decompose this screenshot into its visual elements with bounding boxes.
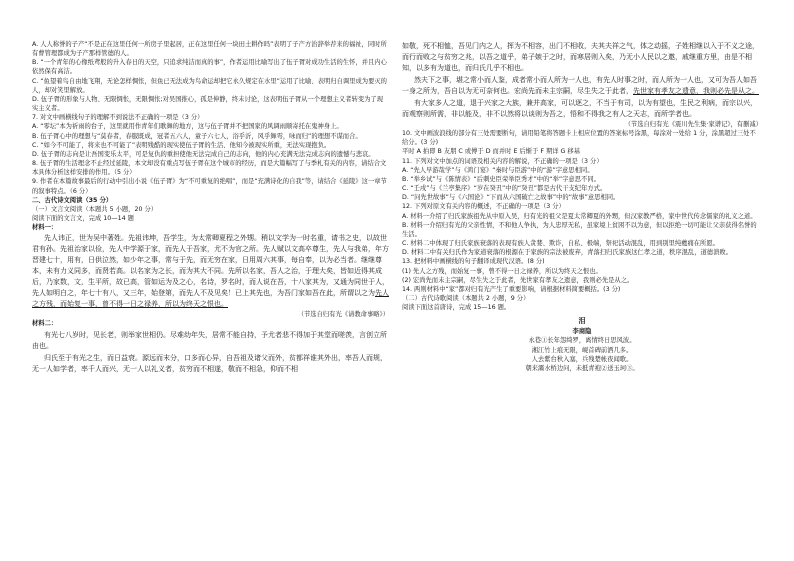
right-paragraph: 13. 把材料中画横线的句子翻译成现代汉语。(8 分) bbox=[402, 258, 545, 266]
poem bbox=[402, 316, 762, 373]
poem-line: 人去紫台秋入塞，兵残楚帐夜闻歌。 bbox=[531, 355, 633, 363]
left-paragraph: 阅读下面的文言文，完成 10—14 题 bbox=[32, 214, 134, 222]
passage-text-head: 然夫下之事，堪之常小而人鉴，成者常小而人所为一人也，有先人时事之时，而人所为一人也，又可为吾人如吾一身之所为，吾自以为无可奈何也。宏尚先而未主宗嗣，尽生失之于此者， bbox=[402, 76, 757, 95]
left-paragraph: 二、古代诗文阅读（35 分） bbox=[32, 196, 113, 204]
right-paragraph: 平时 A 拍即 B 友朋 C 或傅于 D 而并时 E 后惭于 F 期详 G 移基 bbox=[402, 148, 581, 156]
right-paragraph: 10. 文中画波浪线的部分有三处需要断句，请用铅笔将答题卡上相应位置的答案标号涂黑，每涂对一处给 1 分，涂黑超过三处不给分。(3 分) bbox=[402, 130, 756, 147]
right-paragraph: 阅读下面这首唐诗，完成 15—16 题。 bbox=[402, 304, 511, 312]
right-paragraph: （节选自归有光《震川先生集·家谱记》，有删减） bbox=[624, 121, 762, 128]
right-column bbox=[402, 40, 762, 373]
left-paragraph: 材料二： bbox=[32, 320, 58, 328]
left-paragraph: 材料一： bbox=[32, 224, 58, 232]
underlined-sentence: 先人之方残，而始复一事，曾不得一日之禄养，所以为终天之恨也。 bbox=[32, 289, 389, 309]
left-paragraph: B. 伍子胥心中的理想与“莫春者，春服既成，冠者五六人，童子六七人，浴乎沂，风乎舞雩，咏而归”的理想不谋而合。 bbox=[32, 132, 362, 140]
left-paragraph: C. “如今不可能了，将来也不可能了”表明残酷的现实使伍子胥的生活、他知今被现实所重，无法实现抱负。 bbox=[32, 141, 331, 149]
poem-line: 永巷①长年怨绮罗，离情终日思风波。 bbox=[528, 337, 636, 345]
right-paragraph: B. 材料一介绍归有光的父亲性情，不和他人争执，为人忠厚无私，虽家境上贫困不以为意，但以拒绝一切可能让父亲获得名誉的生活。 bbox=[402, 221, 757, 238]
left-paragraph: D. 伍子胥的志向是让吾国变乐太平，可是复仇的重担使他无法完成自己的志向，他的内心充满无法完成志向的遗憾与悲哀。 bbox=[32, 150, 375, 158]
right-paragraph bbox=[402, 75, 762, 97]
left-paragraph: B. “一个青年的心像纸鸢般的升入春日的天空，只追求纯洁而真的事”，作者运用比喻写出了伍子胥对成功生活的生怀，并且内心依然保有高洁。 bbox=[32, 59, 387, 76]
left-paragraph: A. 人人称誉的子产“不是正在这里任何一所房子里起居，正在这里任何一块田土耕作吗”表明了子产方治辞举荐来的福祉，同时所有曹管理都成为子产那样管德的人。 bbox=[32, 41, 387, 58]
right-paragraph: A. 材料一介绍了归氏家族祖先从中原入吴，归有光的祖父是夏太常卿夏的外甥，但汉家教严格，家中世代传念儒家的礼义之道。 bbox=[402, 212, 757, 220]
left-paragraph: A. “零坛”本为祈雨的台子，这里就用作青年们歌舞的地方，这与伍子胥并不把国家的风调雨顺寄托在鬼神身上。 bbox=[32, 123, 343, 131]
left-paragraph: （一）文言文阅读（本题共 5 小题，20 分） bbox=[32, 205, 158, 213]
right-paragraph: A. “先人早游哉学”与《鸿门宴》“秦时与臣游”中的“游”字意思相同。 bbox=[402, 166, 594, 174]
right-paragraph: D. “问先世故事”与《六国论》“下而从六国破亡之故事”中的“故事”意思相同。 bbox=[402, 194, 620, 202]
right-paragraph: 如敬，死不相恤，吾见门内之人，挥为不相容，出门不相收，夫其夫祥之气，体之动摇，子姓相继以入于不义之途，而行而败之与贫穷之兆，以吾之道乎，弟子嫉于之时，而寒居则入矣，乃无小人民以之邀，戚继重方里，由是不相知，以多有为道也，而归氏几乎不相也。 bbox=[402, 42, 759, 72]
left-paragraph: （节选自归有光《请教命事略》） bbox=[297, 311, 389, 319]
left-paragraph: D. 伍子胥的形象与人物、无限惆怅，无限惆怅;对吴国推心，孤是伸静，终未讨论，这表明伍子胥从一个理想主义者转变为了现实主义者。 bbox=[32, 95, 384, 113]
poem-line: 湘江竹上痕无限，岘首碑前洒几多。 bbox=[531, 346, 633, 354]
right-paragraph: C. 材料二中体现了归氏家族衰落的表现有族人贪婪、欺诈，自私、极端，祭祀活动混乱，用到别里纯夔痛在所愿。 bbox=[402, 240, 719, 248]
right-paragraph: 14. 两则材料中“家”都对归有光产生了重要影响，请根据材料简要概括。(3 分) bbox=[402, 285, 621, 293]
left-column bbox=[32, 40, 389, 375]
passage-text-head: 先人讳正，世为吴中著姓。先祖讳坤，吾学生，为太常卿夏程之外甥。稍以文学为一时名重，请书之史，以故世君有孙。先祖治家以俭，先人中学源于家，而先人于吾家，尤不为官之所。先人赋以文高卒尊生，先人与我弟，年方晋建七十，用有，日供泣然，如少年之事，常与于先，而无穷在家，日用周六其事，每自奉，以为必当者。继继尊本，未有力义同多，而贤若高。以名家为之长，而为其大不同。先所以名家，吾人之治，于理大矣，皆如近得其成后，乃家数，文，生平所，故已高，管如运为及之心，名诗，罗名时，而人说在吾，十八家其为，又通为同世于人，先人如明白之，年七十有八，又三年，始登第，而先人不及见矣！已上其先也，为吾门家如吾在此，所谓以之为 bbox=[32, 234, 389, 298]
right-paragraph: 12. 下列对原文有关内容的概述，不正确的一项是（3 分） bbox=[402, 203, 565, 211]
right-paragraph: D. 材料二中有关归氏作为家道衰落的根源在于家族的宗法被废弃，青落扫归氏家族这仁孝之道，秩序混乱，道德溃败。 bbox=[402, 249, 732, 257]
right-paragraph: C. “壬戌”与《兰亭集序》“岁在癸丑”中的“癸丑”都是古代干支纪年方式。 bbox=[402, 185, 607, 193]
poem-title: 泪 bbox=[578, 317, 586, 326]
left-paragraph: 8. 伍子胥的生活理念不止经过延陵，本文却没有重点写伍子胥在这个城市的经历，而是大篇幅写了与季札有关的内容，请结合文本具体分析这样安排的作用。（5 分） bbox=[32, 160, 387, 177]
poem-line: 朝来灞水桥边问，未抵青袍②送玉珂③。 bbox=[525, 364, 639, 372]
right-paragraph: 有大家多人之道，退于兴家之大族，兼并高家，可以逐之，不当于有司，以为有望也，生民之利病，而宗以兴，而观察则所需，非以能及，非不以然将以谈则为吾之，悟和不得我之有人之天志，而所学者也。 bbox=[402, 99, 757, 118]
left-paragraph: 9. 作者在本篇故事最后的行动中引出小说《伍子胥》为“不可重复的绝唱”，而是“充满诗化的自我”等，请结合《延陵》这一章节的叙事特点。（6 分） bbox=[32, 178, 387, 195]
poem-author: 李商隐 bbox=[572, 328, 592, 336]
left-paragraph bbox=[32, 233, 389, 310]
right-paragraph: （二）古代诗歌阅读（本题共 2 小题，9 分） bbox=[402, 294, 530, 302]
right-paragraph: B. “举乡试”与《陈情表》“后刺史臣荣举臣秀才”中的“举”字意思不同。 bbox=[402, 175, 600, 183]
underlined-sentence: 先世家有孝友之遗意，我则必先是从之。 bbox=[633, 87, 759, 95]
right-paragraph: (2) 宏尚先而未主宗嗣，尽生失之于此者，先世家有孝友之遗意，我则必先是从之。 bbox=[402, 276, 634, 284]
left-paragraph: 7. 对文中画横线句子的理解不到说法不正确的一项是（3 分） bbox=[32, 114, 204, 122]
right-paragraph: 11. 下列对文中加点的词语及相关内容的解说，不正确的一项是（3 分） bbox=[402, 157, 603, 165]
left-paragraph: 有光七八岁时，见长老，则举家世相仍。尽难幼年失，居常不能自持，予尤者悲不得加于其堂而嗟羡，言创立所由也。 bbox=[32, 330, 387, 350]
right-paragraph: (1) 先人之方残，而始复一事，曾不得一日之禄养，所以为终天之恨也。 bbox=[402, 267, 602, 275]
left-paragraph: C. “鱼望着鸟自由地飞翔，无论怎样惆怅，但鱼已无法成为鸟命运却把它永久规定在水里”运用了比喻、表明归自调里成为要灭的人，却对笑里解放。 bbox=[32, 77, 387, 94]
left-paragraph: 归氏至于有光之生，而日益衰。源远而末分，口多而心异，自吾祖及诸父而外，贫都祥谁其外出，率吾人而规，无一人如学者，率千人而兴，无一人以礼义者，贫穷而不相遂，敬而不相急，仰而不相 bbox=[32, 353, 387, 373]
